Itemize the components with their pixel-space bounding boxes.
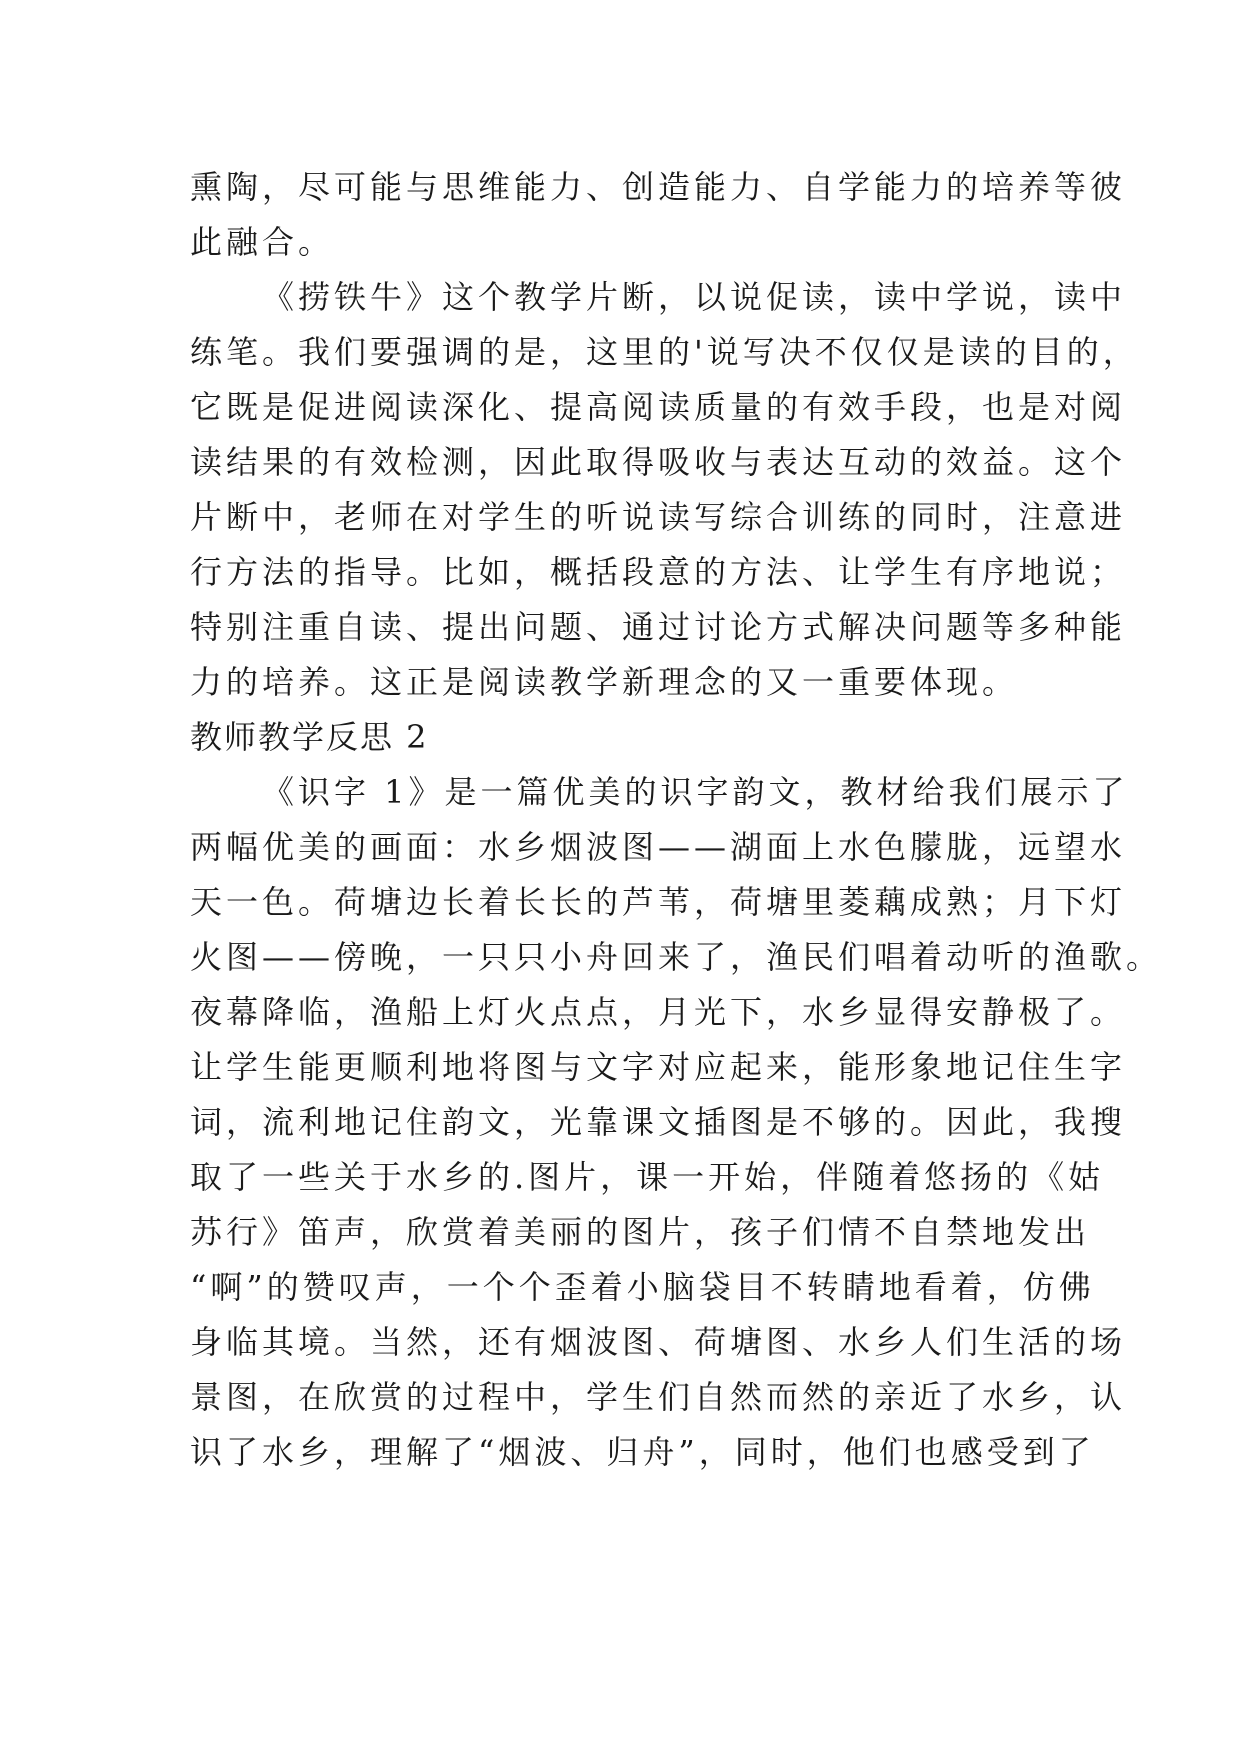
- text-line: 夜幕降临，渔船上灯火点点，月光下，水乡显得安静极了。: [190, 993, 1127, 1031]
- text-line: 片断中，老师在对学生的听说读写综合训练的同时，注意进: [190, 498, 1127, 536]
- section-heading: 教师教学反思 2: [190, 718, 429, 756]
- text-line: 景图，在欣赏的过程中，学生们自然而然的亲近了水乡，认: [190, 1378, 1127, 1416]
- text-line: 天一色。荷塘边长着长长的芦苇，荷塘里菱藕成熟；月下灯: [190, 883, 1127, 921]
- text-line: 苏行》笛声，欣赏着美丽的图片，孩子们情不自禁地发出: [190, 1213, 1091, 1251]
- text-line: 熏陶，尽可能与思维能力、创造能力、自学能力的培养等彼: [190, 168, 1127, 206]
- text-line: 此融合。: [190, 223, 335, 261]
- text-line: 行方法的指导。比如，概括段意的方法、让学生有序地说；: [190, 553, 1127, 591]
- text-line: 取了一些关于水乡的.图片，课一开始，伴随着悠扬的《姑: [190, 1158, 1105, 1196]
- text-line: 两幅优美的画面：水乡烟波图——湖面上水色朦胧，远望水: [190, 828, 1127, 866]
- text-line: 让学生能更顺利地将图与文字对应起来，能形象地记住生字: [190, 1048, 1127, 1086]
- text-line: 身临其境。当然，还有烟波图、荷塘图、水乡人们生活的场: [190, 1323, 1127, 1361]
- text-line: 词，流利地记住韵文，光靠课文插图是不够的。因此，我搜: [190, 1103, 1127, 1141]
- text-line: 火图——傍晚，一只只小舟回来了，渔民们唱着动听的渔歌。: [190, 938, 1163, 976]
- text-line: 它既是促进阅读深化、提高阅读质量的有效手段，也是对阅: [190, 388, 1127, 426]
- body-text: [190, 160, 1163, 1480]
- text-line: 《捞铁牛》这个教学片断，以说促读，读中学说，读中: [262, 278, 1127, 316]
- text-line: “啊”的赞叹声，一个个歪着小脑袋目不转睛地看着，仿佛: [190, 1268, 1095, 1306]
- text-line: 力的培养。这正是阅读教学新理念的又一重要体现。: [190, 663, 1019, 701]
- text-line: 特别注重自读、提出问题、通过讨论方式解决问题等多种能: [190, 608, 1127, 646]
- text-line: 《识字 1》是一篇优美的识字韵文，教材给我们展示了: [262, 773, 1129, 811]
- text-line: 练笔。我们要强调的是，这里的'说写决不仅仅是读的目的，: [190, 333, 1139, 371]
- text-line: 识了水乡，理解了“烟波、归舟”，同时，他们也感受到了: [190, 1433, 1095, 1471]
- text-line: 读结果的有效检测，因此取得吸收与表达互动的效益。这个: [190, 443, 1127, 481]
